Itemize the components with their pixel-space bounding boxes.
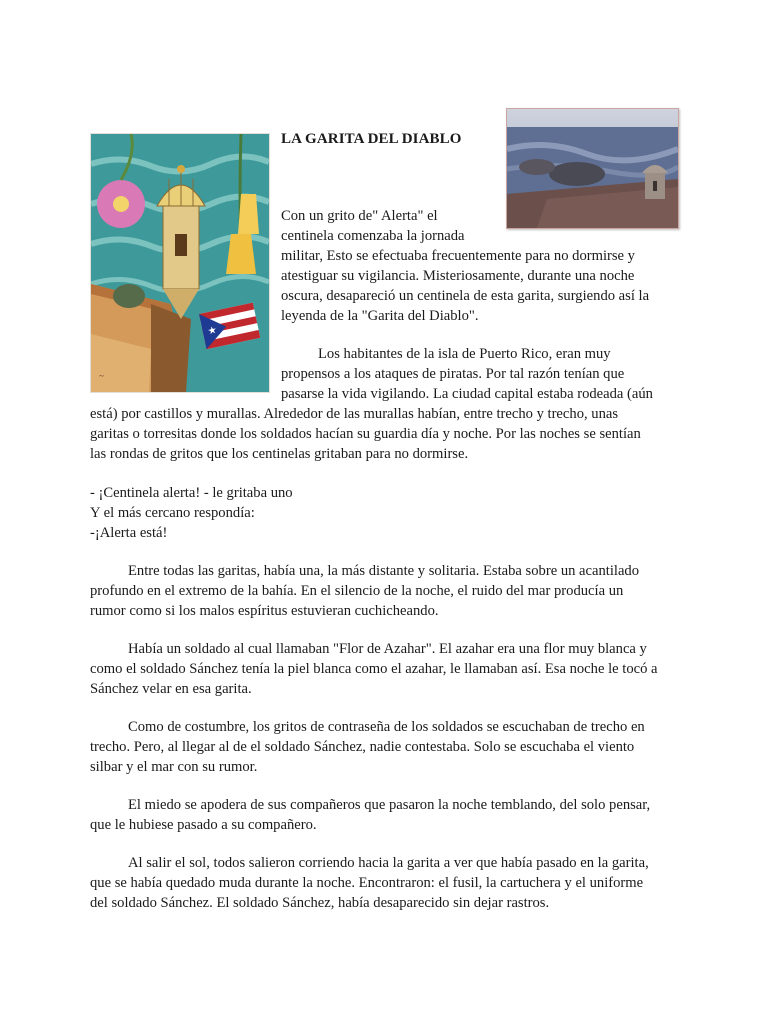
paragraph-line: propensos a los ataques de piratas. Por tal razón tenían que bbox=[281, 366, 625, 382]
paragraph-line: -¡Alerta está! bbox=[90, 525, 168, 541]
svg-text:★: ★ bbox=[206, 324, 218, 338]
paragraph-line: centinela comenzaba la jornada bbox=[281, 228, 465, 244]
paragraph-line: Con un grito de" Alerta" el bbox=[281, 208, 438, 224]
svg-text:~: ~ bbox=[99, 371, 104, 381]
paragraph-line: las rondas de gritos que los centinelas gritaban para no dormirse. bbox=[90, 446, 469, 462]
paragraph-line: Sánchez velar en esa garita. bbox=[90, 681, 252, 697]
paragraph-line: garitas o torresitas donde los soldados hacían su guardia día y noche. Por las noches se sentían bbox=[90, 426, 641, 442]
paragraph-line: Y el más cercano respondía: bbox=[90, 505, 255, 521]
paragraph-line: que se había quedado muda durante la noche. Encontraron: el fusil, la cartuchera y el uniforme bbox=[90, 875, 644, 891]
paragraph-line: silbar y el mar con su rumor. bbox=[90, 759, 258, 775]
paragraph-line: Al salir el sol, todos salieron corriendo hacia la garita a ver que había pasado en la garita, bbox=[128, 855, 649, 871]
paragraph-line: rumor como si los malos espíritus estuvieran cuchicheando. bbox=[90, 603, 439, 619]
paragraph-line: - ¡Centinela alerta! - le gritaba uno bbox=[90, 485, 293, 501]
paragraph-line: Como de costumbre, los gritos de contraseña de los soldados se escuchaban de trecho en bbox=[128, 719, 645, 735]
paragraph-line: El miedo se apodera de sus compañeros que pasaron la noche temblando, del solo pensar, bbox=[128, 797, 651, 813]
paragraph-line: atestiguar su vigilancia. Misteriosamente, durante una noche bbox=[281, 268, 635, 284]
paragraph-line: profundo en el extremo de la bahía. En el silencio de la noche, el ruido del mar producía un bbox=[90, 583, 624, 599]
paragraph-line: del soldado Sánchez. El soldado Sánchez, había desaparecido sin dejar rastros. bbox=[90, 895, 550, 911]
paragraph-line: pasarse la vida vigilando. La ciudad capital estaba rodeada (aún bbox=[281, 386, 653, 402]
paragraph-line: oscura, desapareció un centinela de esta garita, surgiendo así la bbox=[281, 288, 650, 304]
paragraph-line: que le hubiese pasado a su compañero. bbox=[90, 817, 317, 833]
cliff-sentry-box-photo bbox=[506, 108, 679, 229]
paragraph-line: trecho. Pero, al llegar al de el soldado Sánchez, nadie contestaba. Solo se escuchaba el viento bbox=[90, 739, 635, 755]
document-title: LA GARITA DEL DIABLO bbox=[281, 131, 462, 147]
paragraph-line: Entre todas las garitas, había una, la más distante y solitaria. Estaba sobre un acantilado bbox=[128, 563, 640, 579]
sentry-box-painting bbox=[90, 133, 270, 393]
paragraph-line: militar, Esto se efectuaba frecuentemente para no dormirse y bbox=[281, 248, 635, 264]
paragraph-line: está) por castillos y murallas. Alrededor de las murallas habían, entre trecho y trecho, unas bbox=[90, 406, 619, 422]
paragraph-line: Había un soldado al cual llamaban "Flor de Azahar". El azahar era una flor muy blanca y bbox=[128, 641, 647, 657]
paragraph-line: Los habitantes de la isla de Puerto Rico, eran muy bbox=[318, 346, 611, 362]
paragraph-line: leyenda de la "Garita del Diablo". bbox=[281, 308, 479, 324]
paragraph-line: como el soldado Sánchez tenía la piel blanca como el azahar, le llamaban así. Esa noche le tocó a bbox=[90, 661, 658, 677]
